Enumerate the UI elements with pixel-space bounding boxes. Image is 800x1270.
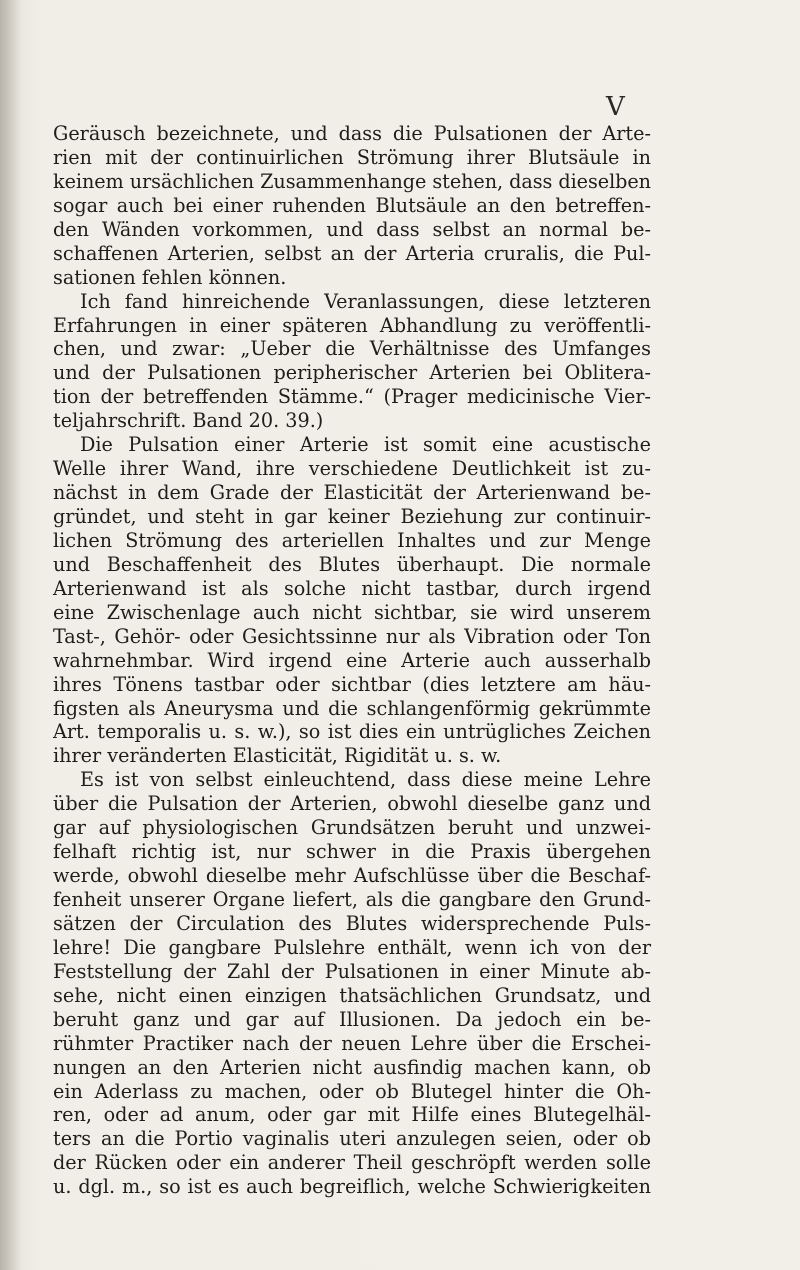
text-line: und Beschaffenheit des Blutes überhaupt. Die normale bbox=[53, 552, 651, 576]
text-line: fenheit unserer Organe liefert, als die gangbare den Grund- bbox=[53, 888, 651, 911]
text-line: und der Pulsationen peripherischer Arterien bei Oblitera- bbox=[53, 361, 651, 385]
text-line: ihrer veränderten Elasticität, Rigidität u. s. w. bbox=[53, 744, 502, 768]
text-line: sationen fehlen können. bbox=[53, 265, 287, 289]
text-line: schaffenen Arterien, selbst an der Arteria cruralis, die Pul- bbox=[53, 241, 651, 265]
text-line: gar auf physiologischen Grundsätzen beruht und unzwei- bbox=[53, 816, 651, 840]
text-line: wahrnehmbar. Wird irgend eine Arterie auch ausserhalb bbox=[53, 648, 651, 672]
text-line: Geräusch bezeichnete, und dass die Pulsationen der Arte- bbox=[53, 122, 651, 145]
text-line: figsten als Aneurysma und die schlangenförmig gekrümmte bbox=[53, 696, 651, 720]
text-line: rühmter Practiker nach der neuen Lehre über die Erschei- bbox=[53, 1031, 651, 1055]
text-line: beruht ganz und gar auf Illusionen. Da jedoch ein be- bbox=[53, 1007, 651, 1031]
text-line: gründet, und steht in gar keiner Beziehung zur continuir- bbox=[53, 505, 651, 528]
text-line: Die Pulsation einer Arterie ist somit eine acustische bbox=[80, 433, 651, 457]
text-line: felhaft richtig ist, nur schwer in die Praxis übergehen bbox=[53, 840, 651, 864]
text-line: ren, oder ad anum, oder gar mit Hilfe eines Blutegelhäl- bbox=[53, 1103, 651, 1127]
text-line: Ich fand hinreichende Veranlassungen, diese letzteren bbox=[80, 289, 651, 313]
page-number: V bbox=[606, 92, 626, 122]
text-line: nächst in dem Grade der Elasticität der Arterienwand be- bbox=[53, 481, 651, 505]
text-line: rien mit der continuirlichen Strömung ihrer Blutsäule in bbox=[53, 145, 651, 169]
text-line: teljahrschrift. Band 20. 39.) bbox=[53, 409, 324, 433]
text-line: sogar auch bei einer ruhenden Blutsäule an den betreffen- bbox=[53, 193, 651, 217]
text-line: über die Pulsation der Arterien, obwohl dieselbe ganz und bbox=[53, 792, 651, 816]
text-line: eine Zwischenlage auch nicht sichtbar, sie wird unserem bbox=[53, 600, 651, 624]
text-line: ihres Tönens tastbar oder sichtbar (dies letztere am häu- bbox=[53, 672, 651, 696]
text-line: werde, obwohl dieselbe mehr Aufschlüsse über die Beschaf- bbox=[53, 864, 651, 888]
text-line: den Wänden vorkommen, und dass selbst an normal be- bbox=[53, 217, 651, 241]
text-line: sätzen der Circulation des Blutes widersprechende Puls- bbox=[53, 911, 651, 935]
text-line: sehe, nicht einen einzigen thatsächlichen Grundsatz, und bbox=[53, 983, 651, 1007]
text-line: ein Aderlass zu machen, oder ob Blutegel hinter die Oh- bbox=[53, 1079, 651, 1103]
text-line: lehre! Die gangbare Pulslehre enthält, wenn ich von der bbox=[53, 935, 651, 959]
text-line: Tast-, Gehör- oder Gesichtssinne nur als Vibration oder Ton bbox=[53, 624, 651, 648]
text-line: nungen an den Arterien nicht ausfindig machen kann, ob bbox=[53, 1055, 651, 1079]
text-line: Arterienwand ist als solche nicht tastbar, durch irgend bbox=[53, 576, 651, 600]
text-line: Welle ihrer Wand, ihre verschiedene Deutlichkeit ist zu- bbox=[53, 457, 651, 481]
text-line: der Rücken oder ein anderer Theil geschröpft werden solle bbox=[53, 1151, 651, 1175]
text-line: Es ist von selbst einleuchtend, dass diese meine Lehre bbox=[80, 768, 651, 792]
text-line: chen, und zwar: „Ueber die Verhältnisse des Umfanges bbox=[53, 337, 651, 361]
text-line: u. dgl. m., so ist es auch begreiflich, welche Schwierigkeiten bbox=[53, 1175, 651, 1199]
page-spine-shadow bbox=[0, 0, 22, 1270]
body-text bbox=[53, 122, 651, 1199]
text-line: lichen Strömung des arteriellen Inhaltes und zur Menge bbox=[53, 528, 651, 552]
text-line: ters an die Portio vaginalis uteri anzulegen seien, oder ob bbox=[53, 1127, 651, 1151]
text-line: tion der betreffenden Stämme.“ (Prager medicinische Vier- bbox=[53, 385, 651, 409]
text-line: Erfahrungen in einer späteren Abhandlung zu veröffentli- bbox=[53, 313, 651, 337]
text-line: Feststellung der Zahl der Pulsationen in einer Minute ab- bbox=[53, 959, 651, 983]
text-line: keinem ursächlichen Zusammenhange stehen, dass dieselben bbox=[53, 169, 651, 193]
text-line: Art. temporalis u. s. w.), so ist dies ein untrügliches Zeichen bbox=[53, 720, 651, 744]
